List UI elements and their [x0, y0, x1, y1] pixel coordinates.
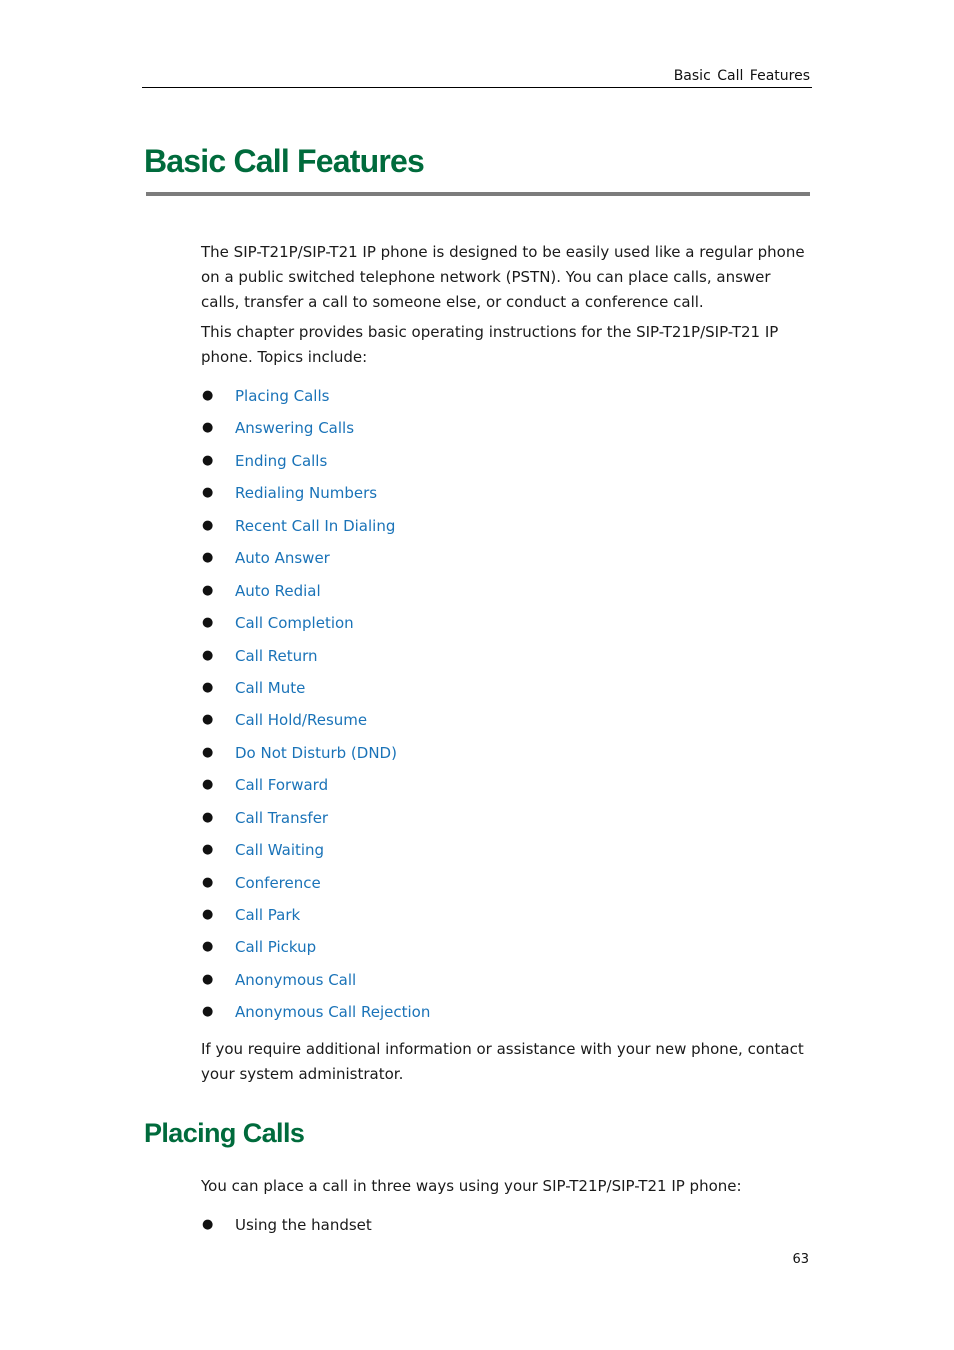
bullet-icon: ● — [202, 939, 214, 955]
topic-link-call-pickup[interactable]: Call Pickup — [235, 938, 317, 957]
bullet-icon: ● — [202, 582, 214, 598]
topic-list — [201, 383, 801, 1032]
list-item — [201, 902, 801, 934]
topic-link-do-not-disturb[interactable]: Do Not Disturb (DND) — [235, 743, 397, 762]
bullet-icon: ● — [202, 388, 214, 403]
bullet-icon: ● — [202, 517, 214, 533]
list-item — [201, 415, 801, 447]
topic-link-auto-answer[interactable]: Auto Answer — [235, 549, 330, 568]
bullet-icon: ● — [202, 842, 214, 858]
section-title-placing-calls: Placing Calls — [144, 1118, 305, 1148]
list-item — [201, 610, 801, 642]
bullet-icon: ● — [202, 615, 214, 631]
topics-intro-paragraph: This chapter provides basic operating instructions for the SIP-T21P/SIP-T21 IP phone. Topics include: — [201, 323, 779, 366]
topic-link-anonymous-call[interactable]: Anonymous Call — [235, 970, 357, 989]
list-item — [201, 707, 801, 739]
topic-link-placing-calls[interactable]: Placing Calls — [235, 387, 330, 405]
bullet-icon: ● — [202, 712, 214, 728]
topic-link-anonymous-call-rejection[interactable]: Anonymous Call Rejection — [235, 1003, 431, 1022]
bullet-icon: ● — [202, 971, 214, 987]
intro-paragraph: The SIP-T21P/SIP-T21 IP phone is designed to be easily used like a regular phone on a public switched telephone network (PSTN). You can place calls, answer calls, transfer a call to someone else, or conduct a conference call. — [201, 243, 805, 311]
topic-link-call-forward[interactable]: Call Forward — [235, 776, 329, 795]
list-item — [201, 870, 801, 902]
bullet-icon: ● — [202, 452, 214, 468]
bullet-icon: ● — [202, 809, 214, 825]
chapter-title-rule — [146, 192, 810, 196]
topic-link-call-waiting[interactable]: Call Waiting — [235, 841, 325, 860]
list-item — [201, 545, 801, 577]
bullet-icon: ● — [202, 777, 214, 793]
bullet-icon: ● — [202, 647, 214, 663]
list-item — [201, 578, 801, 610]
topic-link-answering-calls[interactable]: Answering Calls — [235, 419, 355, 438]
topic-link-call-return[interactable]: Call Return — [235, 646, 318, 665]
bullet-icon: ● — [202, 907, 214, 922]
list-item — [201, 772, 801, 804]
topic-link-call-completion[interactable]: Call Completion — [235, 614, 354, 633]
chapter-title: Basic Call Features — [144, 143, 425, 179]
bullet-icon: ● — [202, 550, 214, 566]
running-header-title: Basic Call Features — [673, 68, 810, 84]
list-item — [201, 967, 801, 999]
bullet-icon: ● — [202, 1217, 214, 1232]
list-item — [201, 675, 801, 707]
topic-link-conference[interactable]: Conference — [235, 873, 321, 892]
list-item — [201, 740, 801, 772]
bullet-icon: ● — [202, 679, 214, 695]
list-item — [201, 643, 801, 675]
running-header — [142, 68, 812, 88]
topic-link-recent-call-in-dialing[interactable]: Recent Call In Dialing — [235, 516, 396, 535]
topic-link-call-park[interactable]: Call Park — [235, 906, 301, 924]
bullet-icon: ● — [202, 420, 214, 436]
list-item — [201, 480, 801, 512]
method-using-handset: Using the handset — [235, 1216, 372, 1234]
topic-link-redialing-numbers[interactable]: Redialing Numbers — [235, 484, 378, 503]
bullet-icon: ● — [202, 485, 214, 501]
list-item — [201, 383, 801, 415]
bullet-icon: ● — [202, 1004, 214, 1020]
list-item — [201, 448, 801, 480]
list-item — [201, 513, 801, 545]
topic-link-auto-redial[interactable]: Auto Redial — [235, 581, 321, 600]
bullet-icon: ● — [202, 744, 214, 760]
list-item — [201, 805, 801, 837]
bullet-icon: ● — [202, 874, 214, 890]
list-item — [201, 934, 801, 966]
list-item — [201, 837, 801, 869]
topic-link-call-hold-resume[interactable]: Call Hold/Resume — [235, 711, 368, 730]
list-item — [201, 999, 801, 1031]
closing-paragraph: If you require additional information or assistance with your new phone, contact your system administrator. — [201, 1040, 804, 1083]
topic-link-call-mute[interactable]: Call Mute — [235, 678, 306, 697]
page-number: 63 — [792, 1252, 809, 1267]
topic-link-ending-calls[interactable]: Ending Calls — [235, 451, 328, 470]
placing-calls-intro: You can place a call in three ways using your SIP-T21P/SIP-T21 IP phone: — [201, 1177, 742, 1195]
topic-link-call-transfer[interactable]: Call Transfer — [235, 808, 329, 827]
